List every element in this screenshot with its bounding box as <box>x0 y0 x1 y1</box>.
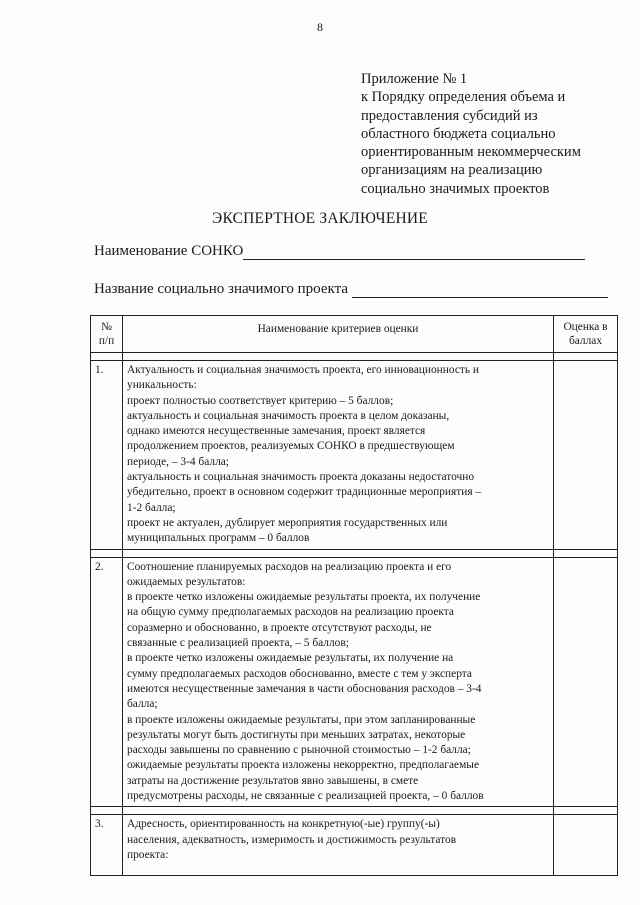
criterion-line: проекта: <box>127 848 169 861</box>
criterion-line: ожидаемые результаты проекта изложены некорректно, предполагаемые <box>127 759 480 772</box>
score-cell[interactable] <box>554 815 618 876</box>
criterion-line: расходы завышены по сравнению с рыночной стоимостью – 1-2 балла; <box>127 744 471 757</box>
criterion-line: 1-2 балла; <box>127 501 176 514</box>
annex-line: ориентированным некоммерческим <box>361 144 581 161</box>
spacer-row <box>91 549 618 557</box>
criterion-line: проект полностью соответствует критерию – 5 баллов; <box>127 394 394 407</box>
header-number-line: № <box>101 320 112 333</box>
criterion-line: предусмотрены расходы, не связанные с реализацией проекта, – 0 баллов <box>127 790 484 803</box>
score-cell[interactable] <box>554 557 618 807</box>
criterion-line: убедительно, проект в основном содержит традиционные мероприятия – <box>127 486 482 499</box>
criterion-line: проект не актуален, дублирует мероприятия государственных или <box>127 516 448 529</box>
header-score-line: Оценка в <box>563 320 608 333</box>
criterion-line: в проекте четко изложены ожидаемые результаты, их получение на <box>127 652 454 665</box>
criterion-line: затраты на достижение результатов явно завышены, в смете <box>127 774 419 787</box>
criterion-line: результаты могут быть достигнуты при меньших затратах, некоторые <box>127 728 466 741</box>
criterion-line: ожидаемых результатов: <box>127 575 246 588</box>
document-title: ЭКСПЕРТНОЕ ЗАКЛЮЧЕНИЕ <box>212 210 428 227</box>
criteria-table <box>90 315 618 876</box>
header-number-line: п/п <box>98 335 115 347</box>
criterion-line: населения, адекватность, измеримость и достижимость результатов <box>127 833 457 846</box>
criterion-line: муниципальных программ – 0 баллов <box>127 532 310 545</box>
spacer-row <box>91 353 618 361</box>
spacer-row <box>91 807 618 815</box>
row-number: 3. <box>91 815 123 876</box>
criterion-line: Соотношение планируемых расходов на реализацию проекта и его <box>127 560 452 573</box>
annex-line: Приложение № 1 <box>361 71 468 87</box>
criterion-line: однако имеются несущественные замечания, проект является <box>127 425 426 438</box>
header-number <box>91 316 123 353</box>
criterion-line: связанные с реализацией проекта, – 5 баллов; <box>127 637 349 650</box>
project-name-field <box>94 281 608 298</box>
criterion-text <box>123 361 554 550</box>
annex-line: областного бюджета социально <box>361 125 556 142</box>
criterion-line: Адресность, ориентированность на конкретную(-ые) группу(-ы) <box>127 818 440 831</box>
criterion-line: соразмерно и обоснованно, в проекте отсутствуют расходы, не <box>127 621 432 634</box>
annex-line: организациям на реализацию <box>361 162 543 179</box>
project-name-label: Название социально значимого проекта <box>94 281 348 297</box>
row-number: 1. <box>91 361 123 550</box>
criterion-text <box>123 815 554 876</box>
table-row <box>91 815 618 876</box>
criterion-line: актуальность и социальная значимость проекта доказаны недостаточно <box>127 471 475 484</box>
annex-heading <box>361 70 631 198</box>
criterion-line: на общую сумму предполагаемых расходов на реализацию проекта <box>127 606 454 619</box>
table-row <box>91 557 618 807</box>
criterion-line: уникальность: <box>127 379 197 392</box>
criterion-line: в проекте изложены ожидаемые результаты, при этом запланированные <box>127 713 476 726</box>
table-row <box>91 361 618 550</box>
criterion-line: Актуальность и социальная значимость проекта, его инновационность и <box>127 364 480 376</box>
criterion-line: имеются несущественные замечания в части обоснования расходов – 3-4 <box>127 682 482 695</box>
criterion-line: сумму предполагаемых расходов обоснованно, вместе с тем у эксперта <box>127 667 472 680</box>
criterion-line: балла; <box>127 698 158 711</box>
row-number: 2. <box>91 557 123 807</box>
criterion-line: актуальность и социальная значимость проекта в целом доказаны, <box>127 409 450 422</box>
criterion-line: периоде, – 3-4 балла; <box>127 455 229 468</box>
sonko-name-label: Наименование СОНКО <box>94 243 244 259</box>
annex-line: к Порядку определения объема и <box>361 89 566 106</box>
criterion-line: в проекте четко изложены ожидаемые результаты проекта, их получение <box>127 591 481 604</box>
sonko-name-field <box>94 243 585 260</box>
annex-line: социально значимых проектов <box>361 180 550 197</box>
sonko-name-blank-line <box>243 243 585 260</box>
header-criteria-name: Наименование критериев оценки <box>123 316 554 353</box>
header-score <box>554 316 618 353</box>
page-number: 8 <box>317 20 323 34</box>
score-cell[interactable] <box>554 361 618 550</box>
annex-line: предоставления субсидий из <box>361 107 538 124</box>
header-score-line: баллах <box>568 335 603 347</box>
project-name-blank-line <box>352 281 608 298</box>
criterion-text <box>123 557 554 807</box>
table-header-row <box>91 316 618 353</box>
criterion-line: продолжением проектов, реализуемых СОНКО в предшествующем <box>127 440 455 453</box>
